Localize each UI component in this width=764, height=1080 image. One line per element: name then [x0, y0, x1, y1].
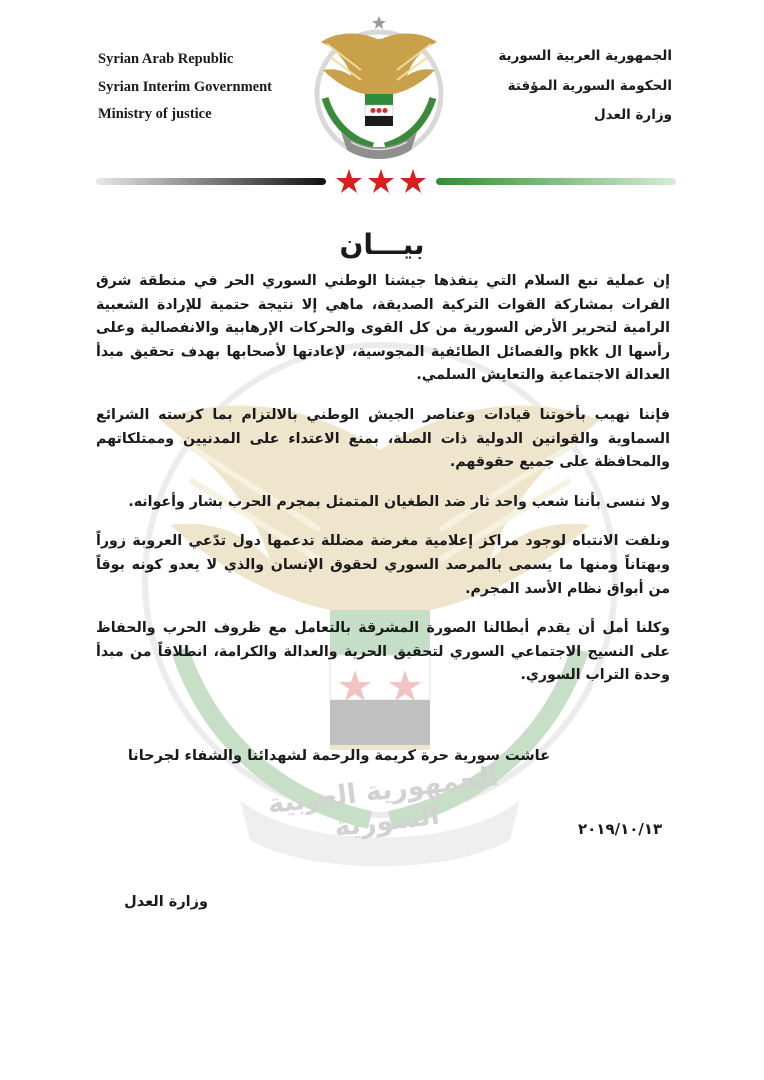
header-english-line-1: Syrian Arab Republic	[98, 51, 234, 67]
header-arabic-line-2: الحكومة السورية المؤقتة	[507, 77, 672, 94]
header-arabic-line-3: وزارة العدل	[593, 107, 672, 123]
document-title: بيـــان	[339, 228, 425, 261]
closing-line: عاشت سورية حرة كريمة والرحمة لشهدائنا والشفاء لجرحانا	[127, 748, 550, 764]
watermark-ribbon-text: الجمهورية العربية السورية	[266, 761, 501, 844]
paragraph-5: وكلنا أمل أن يقدم أبطالنا الصورة المشرقة بالتعامل مع ظروف الحرب والحفاظ على النسيج الاجتماعي السوري لتحقيق الحرية والعدالة والكرامة، انطلاقاً من مبدأ وحدة التراب السوري.	[96, 620, 670, 684]
header-english-line-3: Ministry of justice	[98, 106, 212, 122]
paragraph-4: ونلفت الانتباه لوجود مراكز إعلامية مغرضة مضللة تدعمها دول تدّعي العروبة زوراً وبهتاناً ومنها ما يسمى بالمرصد السوري لحقوق الإنسان والذي لا يعدو كونه بوقاً من أبواق نظام الأسد المجرم.	[96, 533, 670, 597]
signature: وزارة العدل	[124, 894, 208, 910]
header-divider	[96, 166, 676, 196]
paragraph-1: إن عملية نبع السلام التي ينفذها جيشنا الوطني السوري الحر في منطقة شرق الفرات بمشاركة القوات التركية الصديقة، ماهي إلا نتيجة حتمية للإرادة الشعبية الرامية لتحرير الأرض السورية من كل القوى والحركات الإرهابية والانفصالية وعلى رأسها ال pkk والفصائل الطائفية المجوسية، لإعادتها لأصحابها بهدف تحقيق مبدأ العدالة الاجتماعية والتعايش السلمي.	[96, 273, 670, 384]
paragraph-2: فإننا نهيب بأخوتنا قيادات وعناصر الجيش الوطني بالالتزام بما كرسته الشرائع السماوية والقوانين الدولية ذات الصلة، بمنع الاعتداء على المدنيين وممتلكاتهم والمحافظة على جميع حقوقهم.	[96, 406, 670, 471]
header-english-line-2: Syrian Interim Government	[98, 78, 272, 95]
document-date: ٢٠١٩/١٠/١٣	[578, 820, 663, 838]
statement-body	[96, 270, 670, 704]
header-english	[98, 46, 272, 129]
eagle-emblem-icon	[311, 14, 447, 166]
paragraph-3: ولا ننسى بأننا شعب واحد ثار ضد الطغيان المتمثل بمجرم الحرب بشار وأعوانه.	[128, 493, 670, 510]
header-arabic-line-1: الجمهورية العربية السورية	[498, 48, 672, 64]
header-arabic	[498, 42, 672, 131]
